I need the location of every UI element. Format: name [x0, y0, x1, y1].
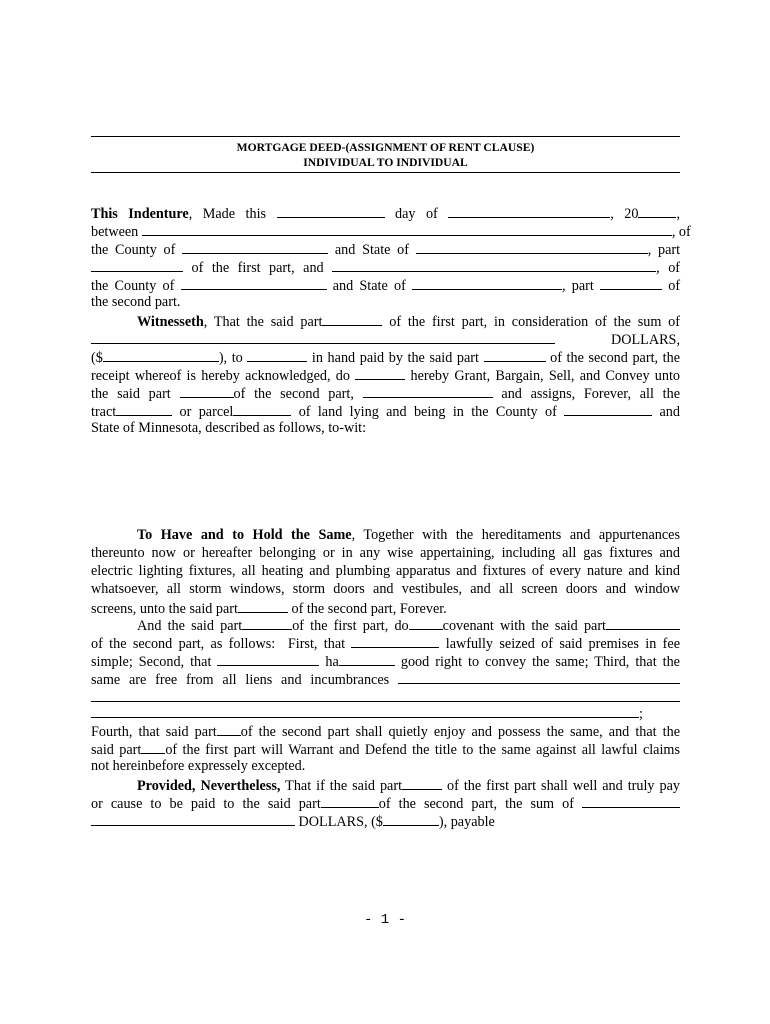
day-blank[interactable]: [277, 203, 385, 218]
witnesseth-line-1: Witnesseth, That the said part of the first part, in consideration of the sum of: [137, 311, 680, 331]
indenture-line-6: the second part.: [91, 294, 181, 310]
ha-blank[interactable]: [339, 651, 395, 666]
provided-heading: Provided, Nevertheless,: [137, 778, 281, 794]
habendum-line-1: To Have and to Hold the Same, Together with the hereditaments and appurtenances: [137, 527, 680, 543]
witnesseth-line-7: State of Minnesota, described as follows, to-wit:: [91, 420, 367, 436]
page-number: - 1 -: [363, 912, 406, 928]
proviso-words-blank[interactable]: [91, 811, 295, 826]
covenant-line-6: Fourth, that said part of the second part shall quietly enjoy and possess the same, and that the: [91, 721, 680, 741]
proviso-line-2: or cause to be paid to the said part of the second part, the sum of: [91, 793, 680, 813]
covenant-line-3: simple; Second, that ha good right to convey the same; Third, that the: [91, 651, 680, 671]
witnesseth-line-4: receipt whereof is hereby acknowledged, do hereby Grant, Bargain, Sell, and Convey unto: [91, 365, 680, 385]
covenant-part-blank[interactable]: [242, 615, 292, 630]
witnesseth-heading: Witnesseth: [137, 314, 204, 330]
grantee-part-blank[interactable]: [600, 275, 662, 290]
covenant-line-8: not hereinbefore expressely excepted.: [91, 758, 306, 774]
proviso-sum-blank[interactable]: [582, 793, 680, 808]
title-line-2: INDIVIDUAL TO INDIVIDUAL: [303, 156, 468, 169]
grantee-name-blank[interactable]: [332, 257, 656, 272]
covenant-line-2: of the second part, as follows: First, that lawfully seized of said premises in fee: [91, 633, 680, 653]
grantor-name-blank[interactable]: [142, 221, 672, 236]
witness-part-blank[interactable]: [322, 311, 382, 326]
proviso-line-3: DOLLARS, ($ ), payable: [91, 811, 680, 831]
habendum-line-3: electric lighting fixtures, all heating and plumbing apparatus and fixtures of every nature and kind: [91, 563, 680, 579]
indenture-line-3: the County of and State of , part: [91, 239, 680, 259]
proviso-amount-blank[interactable]: [383, 811, 439, 826]
convey-part-blank[interactable]: [180, 383, 234, 398]
incumbrances-blank-line-2[interactable]: [91, 701, 680, 702]
title-line-1: MORTGAGE DEED-(ASSIGNMENT OF RENT CLAUSE): [236, 141, 535, 154]
title-underline: [91, 172, 680, 173]
first-that-blank[interactable]: [351, 633, 439, 648]
grantee-county-blank[interactable]: [181, 275, 327, 290]
sum-amount-blank[interactable]: [103, 347, 219, 362]
land-county-blank[interactable]: [564, 401, 652, 416]
habendum-part-blank[interactable]: [238, 598, 288, 613]
witnesseth-line-5: the said part of the second part, and assigns, Forever, all the: [91, 383, 680, 403]
covenant-line-4: same are free from all liens and incumbrances: [91, 669, 680, 689]
indenture-line-1: This Indenture, Made this day of , 20 ,: [91, 203, 680, 223]
habendum-line-2: thereunto now or hereafter belonging or in any wise appertaining, including all gas fixtures and: [91, 545, 680, 561]
to-have-heading: To Have and to Hold the Same: [137, 527, 352, 543]
this-indenture-heading: This Indenture: [91, 206, 189, 222]
grantor-state-blank[interactable]: [416, 239, 648, 254]
warrant-part-blank[interactable]: [141, 739, 165, 754]
month-blank[interactable]: [448, 203, 610, 218]
indenture-line-2: between , of: [91, 221, 680, 241]
grantee-state-blank[interactable]: [412, 275, 562, 290]
witnesseth-line-3: ($ ), to in hand paid by the said part of the second part, the: [91, 347, 680, 367]
proviso-line-1: Provided, Nevertheless, That if the said part of the first part shall well and truly pay: [137, 775, 680, 795]
grantor-county-blank[interactable]: [182, 239, 328, 254]
indenture-line-4: of the first part, and , of: [91, 257, 680, 277]
incumbrances-blank-line-3[interactable]: [91, 703, 639, 718]
habendum-line-5: screens, unto the said part of the second part, Forever.: [91, 598, 680, 618]
proviso-part-blank[interactable]: [402, 775, 442, 790]
grantor-part-blank[interactable]: [91, 257, 183, 272]
tract-blank[interactable]: [116, 401, 172, 416]
proviso-paid-part-blank[interactable]: [321, 793, 379, 808]
sum-words-blank[interactable]: [91, 329, 555, 344]
year-blank[interactable]: [638, 203, 676, 218]
second-that-blank[interactable]: [217, 651, 319, 666]
covenant-do-blank[interactable]: [409, 615, 443, 630]
covenant-line-7: said part of the first part will Warrant and Defend the title to the same against all lawful claims: [91, 739, 680, 759]
habendum-line-4: whatsoever, all storm windows, storm doors and vestibules, and all screen doors and window: [91, 581, 680, 597]
witnesseth-line-2: DOLLARS,: [91, 329, 680, 349]
heirs-blank[interactable]: [363, 383, 493, 398]
fourth-part-blank[interactable]: [217, 721, 241, 736]
indenture-line-5: the County of and State of , part of: [91, 275, 680, 295]
covenant-with-blank[interactable]: [606, 615, 680, 630]
covenant-line-1: And the said part of the first part, do covenant with the said part: [137, 615, 680, 635]
witnesseth-line-6: tract or parcel of land lying and being in the County of and: [91, 401, 680, 421]
covenant-line-5: ;: [91, 703, 680, 723]
paid-by-part-blank[interactable]: [484, 347, 546, 362]
top-rule: [91, 136, 680, 137]
parcel-blank[interactable]: [233, 401, 291, 416]
paid-to-blank[interactable]: [247, 347, 307, 362]
do-blank[interactable]: [355, 365, 405, 380]
incumbrances-blank[interactable]: [398, 669, 680, 684]
